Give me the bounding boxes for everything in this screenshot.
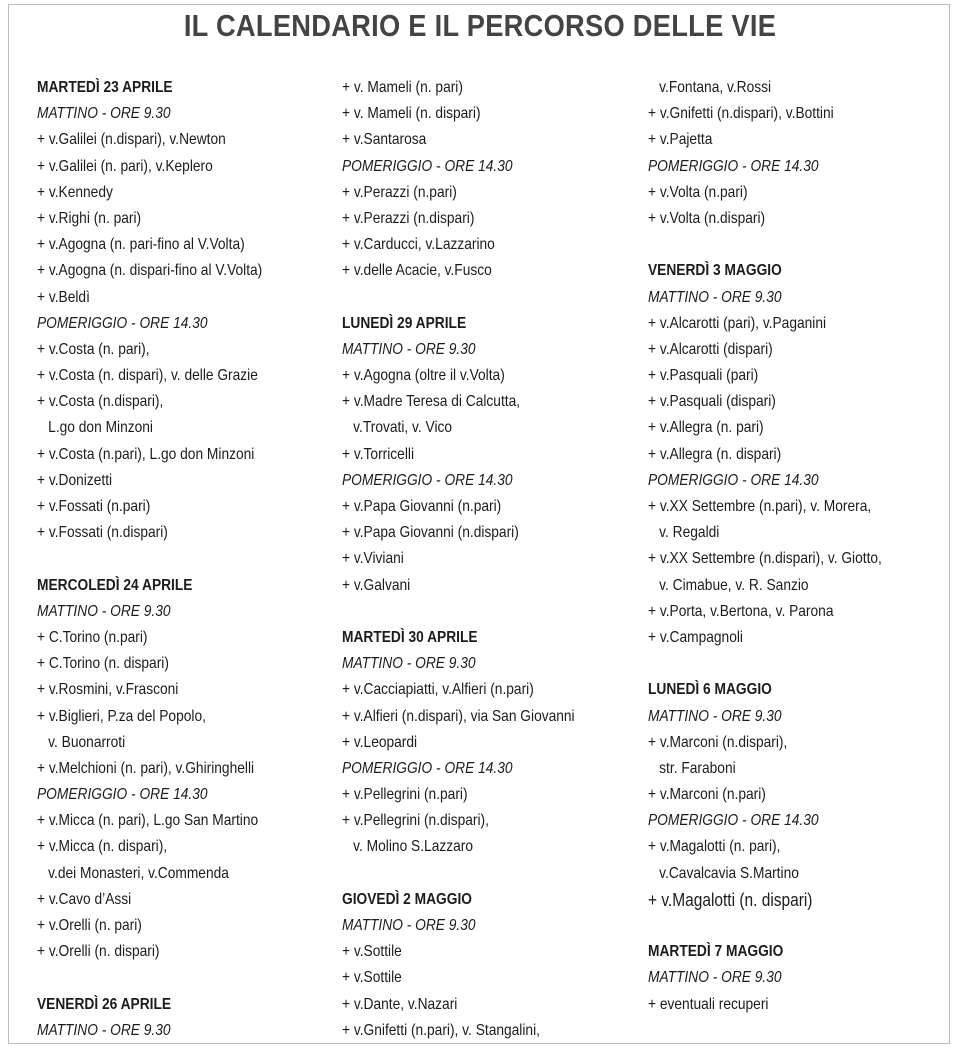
street-item: + eventuali recuperi xyxy=(648,995,769,1013)
street-item: + v.Volta (n.pari) xyxy=(648,183,748,201)
street-item: + v.Costa (n.dispari), xyxy=(37,393,164,411)
street-item-continuation: L.go don Minzoni xyxy=(48,419,153,437)
street-item: + v.Agogna (n. pari-fino al V.Volta) xyxy=(37,236,245,254)
street-item: + v.Fossati (n.pari) xyxy=(37,498,151,515)
street-item: + v.Cavo d’Assi xyxy=(37,890,132,908)
street-item: + v.Marconi (n.dispari), xyxy=(648,733,788,751)
street-item: + v.Pellegrini (n.dispari), xyxy=(342,812,489,830)
street-item: + v.Campagnoli xyxy=(648,628,743,646)
street-item: + v.Galilei (n. pari), v.Keplero xyxy=(37,157,213,175)
time-slot-label: POMERIGGIO - ORE 14.30 xyxy=(342,157,513,175)
day-heading: LUNEDÌ 6 MAGGIO xyxy=(648,681,772,699)
street-item: + v.Galilei (n.dispari), v.Newton xyxy=(37,131,226,149)
section-spacer xyxy=(342,861,575,887)
day-heading: VENERDÌ 26 APRILE xyxy=(37,995,172,1013)
street-item: + v.Magalotti (n. dispari) xyxy=(648,889,813,910)
street-item: + v.Viviani xyxy=(342,550,404,568)
street-item: + v.Righi (n. pari) xyxy=(37,209,142,227)
street-item: + v.Orelli (n. pari) xyxy=(37,917,142,934)
time-slot-label: MATTINO - ORE 9.30 xyxy=(342,655,476,673)
street-item: + v.Galvani xyxy=(342,576,411,594)
street-item: + v.Allegra (n. pari) xyxy=(648,419,764,437)
day-heading: MERCOLEDÌ 24 APRILE xyxy=(37,576,193,594)
street-item: + v.Donizetti xyxy=(37,471,113,489)
street-item: + v.Leopardi xyxy=(342,733,418,751)
time-slot-label: MATTINO - ORE 9.30 xyxy=(342,917,476,934)
street-item: + v.Costa (n. pari), xyxy=(37,340,150,358)
street-item: + v.Gnifetti (n.dispari), v.Bottini xyxy=(648,105,834,123)
day-heading: LUNEDÌ 29 APRILE xyxy=(342,314,467,332)
street-item-continuation: str. Faraboni xyxy=(659,759,736,777)
street-item: + v.Pajetta xyxy=(648,131,713,149)
street-item: + v.Marconi (n.pari) xyxy=(648,786,766,804)
day-heading: MARTEDÌ 30 APRILE xyxy=(342,628,478,646)
street-item: + v.Pasquali (pari) xyxy=(648,367,759,385)
time-slot-label: MATTINO - ORE 9.30 xyxy=(37,1021,171,1039)
time-slot-label: MATTINO - ORE 9.30 xyxy=(648,288,782,306)
street-item: + v.Alfieri (n.dispari), via San Giovanni xyxy=(342,707,575,725)
street-item: + v.Pasquali (dispari) xyxy=(648,393,776,411)
street-item: + v.Rosmini, v.Frasconi xyxy=(37,681,179,699)
day-heading: GIOVEDÌ 2 MAGGIO xyxy=(342,890,472,908)
time-slot-label: POMERIGGIO - ORE 14.30 xyxy=(37,786,208,804)
street-item: + v.Carducci, v.Lazzarino xyxy=(342,236,495,254)
time-slot-label: POMERIGGIO - ORE 14.30 xyxy=(342,759,513,777)
street-item: + v.Volta (n.dispari) xyxy=(648,209,766,227)
time-slot-label: POMERIGGIO - ORE 14.30 xyxy=(648,812,819,830)
street-item: + v.Agogna (n. dispari-fino al V.Volta) xyxy=(37,262,263,280)
street-item: + v.Santarosa xyxy=(342,131,427,149)
street-item: + v.Porta, v.Bertona, v. Parona xyxy=(648,602,834,620)
time-slot-label: POMERIGGIO - ORE 14.30 xyxy=(37,314,208,332)
street-item: + v.XX Settembre (n.dispari), v. Giotto, xyxy=(648,550,882,568)
time-slot-label: MATTINO - ORE 9.30 xyxy=(342,340,476,358)
street-item: + v.Cacciapiatti, v.Alfieri (n.pari) xyxy=(342,681,534,699)
street-item: + v.Micca (n. dispari), xyxy=(37,838,168,856)
street-item: + v.Papa Giovanni (n.dispari) xyxy=(342,524,519,542)
street-item: + v.Dante, v.Nazari xyxy=(342,995,458,1013)
day-heading: MARTEDÌ 7 MAGGIO xyxy=(648,943,784,961)
section-spacer xyxy=(648,232,882,258)
street-item: + v.XX Settembre (n.pari), v. Morera, xyxy=(648,498,872,515)
street-item: + v.Gnifetti (n.pari), v. Stangalini, xyxy=(342,1021,540,1039)
street-item-continuation: v. Molino S.Lazzaro xyxy=(353,838,474,856)
time-slot-label: POMERIGGIO - ORE 14.30 xyxy=(648,157,819,175)
section-spacer xyxy=(648,913,882,939)
time-slot-label: POMERIGGIO - ORE 14.30 xyxy=(342,471,513,489)
street-item: + v.Perazzi (n.dispari) xyxy=(342,209,475,227)
street-item: + v.Orelli (n. dispari) xyxy=(37,943,160,961)
time-slot-label: MATTINO - ORE 9.30 xyxy=(648,969,782,987)
street-item: + v.Costa (n. dispari), v. delle Grazie xyxy=(37,367,258,385)
street-item-continuation: v. Regaldi xyxy=(659,524,720,542)
street-item-continuation: v.Trovati, v. Vico xyxy=(353,419,453,437)
section-spacer xyxy=(648,651,882,677)
street-item: + v.Sottile xyxy=(342,969,402,987)
street-item: + v.Madre Teresa di Calcutta, xyxy=(342,393,521,411)
street-item-continuation: v.Cavalcavia S.Martino xyxy=(659,864,799,882)
section-spacer xyxy=(342,285,575,311)
street-item: + v.Micca (n. pari), L.go San Martino xyxy=(37,812,259,830)
street-item: + v.Fossati (n.dispari) xyxy=(37,524,168,542)
street-item: + v.Allegra (n. dispari) xyxy=(648,445,782,463)
street-item: + v.delle Acacie, v.Fusco xyxy=(342,262,492,280)
street-item: + v.Sottile xyxy=(342,943,402,961)
street-item: + v.Papa Giovanni (n.pari) xyxy=(342,498,502,515)
day-heading: VENERDÌ 3 MAGGIO xyxy=(648,262,782,280)
street-item: + C.Torino (n.pari) xyxy=(37,628,148,646)
time-slot-label: MATTINO - ORE 9.30 xyxy=(648,707,782,725)
street-item: + v.Kennedy xyxy=(37,183,113,201)
street-item: + v.Perazzi (n.pari) xyxy=(342,183,457,201)
street-item: + v. Mameli (n. pari) xyxy=(342,79,463,96)
street-item: + v.Pellegrini (n.pari) xyxy=(342,786,468,804)
street-item: + v.Alcarotti (dispari) xyxy=(648,340,773,358)
time-slot-label: MATTINO - ORE 9.30 xyxy=(37,602,171,620)
street-item: + v.Beldì xyxy=(37,288,90,306)
street-item: + v. Mameli (n. dispari) xyxy=(342,105,481,123)
street-item: + v.Agogna (oltre il v.Volta) xyxy=(342,367,505,385)
time-slot-label: POMERIGGIO - ORE 14.30 xyxy=(648,471,819,489)
day-heading: MARTEDÌ 23 APRILE xyxy=(37,79,173,96)
schedule-column-2 xyxy=(342,75,612,1044)
section-spacer xyxy=(342,599,575,625)
section-spacer xyxy=(37,546,262,572)
street-item: + v.Alcarotti (pari), v.Paganini xyxy=(648,314,827,332)
section-spacer xyxy=(37,965,262,991)
street-item: + C.Torino (n. dispari) xyxy=(37,655,169,673)
street-item-continuation: v. Cimabue, v. R. Sanzio xyxy=(659,576,809,594)
schedule-column-3 xyxy=(648,75,920,1018)
street-item-continuation: v.dei Monasteri, v.Commenda xyxy=(48,864,229,882)
schedule-column-1 xyxy=(37,75,299,1044)
time-slot-label: MATTINO - ORE 9.30 xyxy=(37,105,171,123)
street-item-continuation: v. Buonarroti xyxy=(48,733,126,751)
street-item: + v.Torricelli xyxy=(342,445,414,463)
street-item: + v.Costa (n.pari), L.go don Minzoni xyxy=(37,445,255,463)
street-item: + v.Melchioni (n. pari), v.Ghiringhelli xyxy=(37,759,255,777)
page-title: IL CALENDARIO E IL PERCORSO DELLE VIE xyxy=(183,8,777,43)
street-item: + v.Biglieri, P.za del Popolo, xyxy=(37,707,206,725)
street-item: + v.Magalotti (n. pari), xyxy=(648,838,781,856)
street-item-continuation: v.Fontana, v.Rossi xyxy=(659,79,772,96)
